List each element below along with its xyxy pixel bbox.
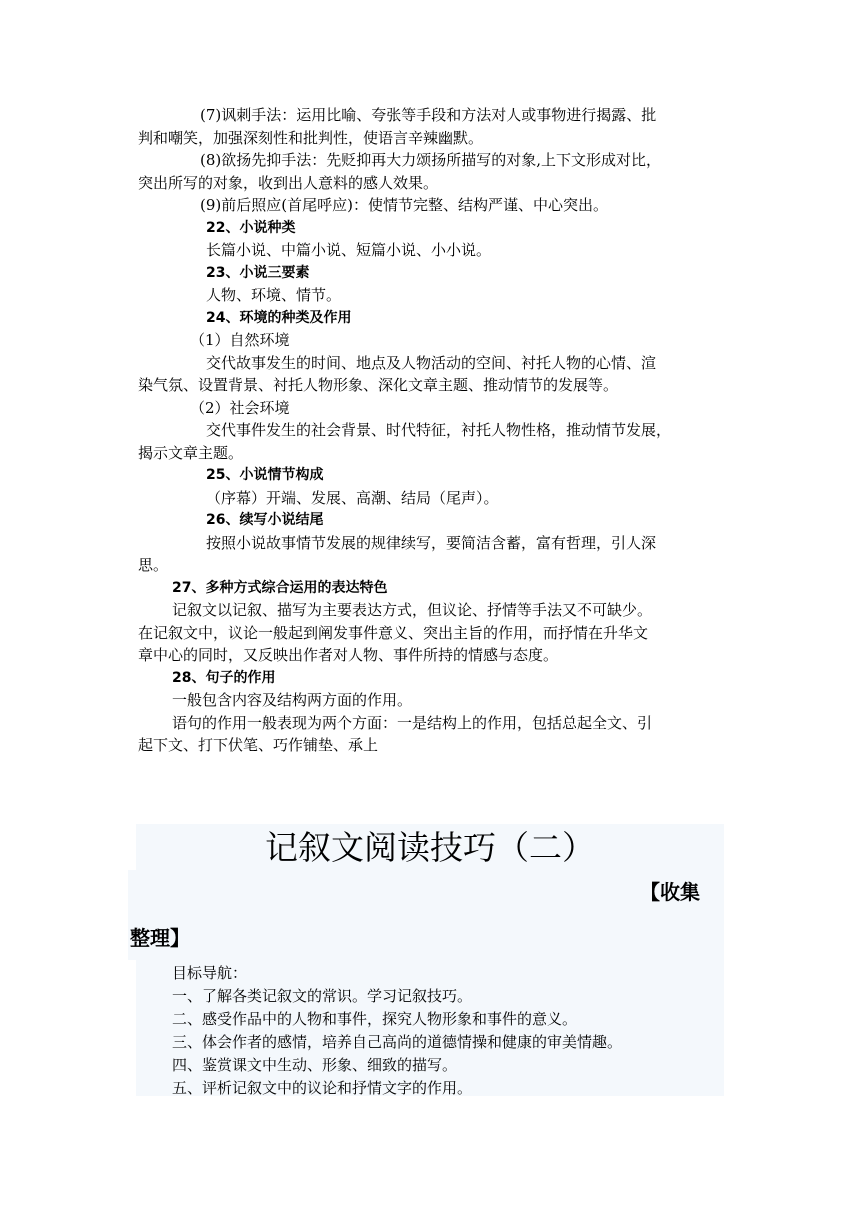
paragraph-line: 章中心的同时，又反映出作者对人物、事件所持的情感与态度。 <box>138 646 559 664</box>
section-heading: 24、环境的种类及作用 <box>206 310 352 326</box>
paragraph-line: 判和嘲笑，加强深刻性和批判性，使语言辛辣幽默。 <box>138 129 484 147</box>
paragraph-line: 记叙文以记叙、描写为主要表达方式，但议论、抒情等手法又不可缺少。 <box>172 601 653 619</box>
paragraph-line: （序幕）开端、发展、高潮、结局（尾声）。 <box>206 489 499 507</box>
paragraph-line: 人物、环境、情节。 <box>206 286 342 304</box>
goal-item: 五、评析记叙文中的议论和抒情文字的作用。 <box>172 1079 473 1097</box>
goals-heading: 目标导航： <box>172 964 248 982</box>
paragraph-line: 思。 <box>138 556 169 574</box>
paragraph-line: 在记叙文中，议论一般起到阐发事件意义、突出主旨的作用，而抒情在升华文 <box>138 624 649 642</box>
section-heading: 22、小说种类 <box>206 220 296 236</box>
page-title: 记叙文阅读技巧（二） <box>265 828 595 867</box>
goal-item: 三、体会作者的感情，培养自己高尚的道德情操和健康的审美情趣。 <box>172 1033 623 1051</box>
paragraph-line: （2）社会环境 <box>190 399 290 417</box>
paragraph-line: （1）自然环境 <box>190 331 290 349</box>
paragraph-line: 起下文、打下伏笔、巧作铺垫、承上 <box>138 736 379 754</box>
paragraph-line: 突出所写的对象，收到出人意料的感人效果。 <box>138 174 439 192</box>
paragraph-line: (7)讽刺手法：运用比喻、夸张等手段和方法对人或事物进行揭露、批 <box>200 106 657 124</box>
title-shading <box>128 870 724 960</box>
paragraph-line: 按照小说故事情节发展的规律续写，要简洁含蓄，富有哲理，引人深 <box>206 534 657 552</box>
paragraph-line: 交代事件发生的社会背景、时代特征，衬托人物性格，推动情节发展， <box>206 421 672 439</box>
goal-item: 一、了解各类记叙文的常识。学习记叙技巧。 <box>172 987 473 1005</box>
paragraph-line: 长篇小说、中篇小说、短篇小说、小小说。 <box>206 241 492 259</box>
section-heading: 25、小说情节构成 <box>206 467 324 483</box>
paragraph-line: 揭示文章主题。 <box>138 444 244 462</box>
paragraph-line: 一般包含内容及结构两方面的作用。 <box>172 691 413 709</box>
section-heading: 27、多种方式综合运用的表达特色 <box>172 580 388 596</box>
paragraph-line: (9)前后照应(首尾呼应)：使情节完整、结构严谨、中心突出。 <box>200 196 608 214</box>
paragraph-line: (8)欲扬先抑手法：先贬抑再大力颂扬所描写的对象,上下文形成对比， <box>200 151 662 169</box>
collect-label-continued: 整理】 <box>130 926 190 950</box>
section-heading: 26、续写小说结尾 <box>206 512 324 528</box>
goal-item: 四、鉴赏课文中生动、形象、细致的描写。 <box>172 1056 458 1074</box>
paragraph-line: 语句的作用一般表现为两个方面：一是结构上的作用，包括总起全文、引 <box>172 714 653 732</box>
collect-label: 【收集 <box>640 880 700 904</box>
section-heading: 28、句子的作用 <box>172 670 276 686</box>
paragraph-line: 染气氛、设置背景、衬托人物形象、深化文章主题、推动情节的发展等。 <box>138 376 619 394</box>
goal-item: 二、感受作品中的人物和事件，探究人物形象和事件的意义。 <box>172 1010 578 1028</box>
paragraph-line: 交代故事发生的时间、地点及人物活动的空间、衬托人物的心情、渲 <box>206 354 657 372</box>
section-heading: 23、小说三要素 <box>206 265 310 281</box>
